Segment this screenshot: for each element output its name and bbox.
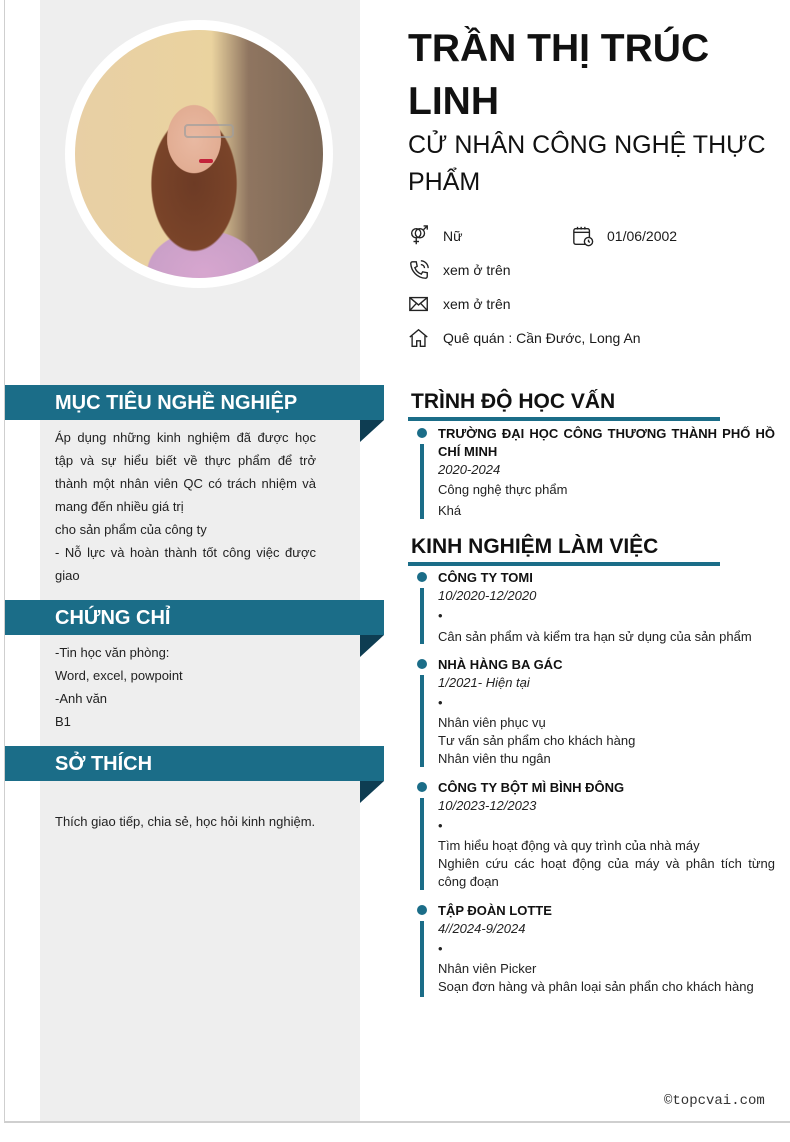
address-value: Quê quán : Cần Đước, Long An bbox=[443, 330, 641, 346]
phone-icon bbox=[408, 259, 430, 281]
bullet: • bbox=[438, 941, 443, 956]
education-item bbox=[408, 425, 778, 521]
timeline-bar bbox=[420, 921, 424, 997]
objective-line: Áp dụng những kinh nghiệm đã được học tập và sự hiểu biết về thực phẩm để trở thành một nhân viên QC có trách nhiệm và mang đến nhiều giá trị bbox=[55, 430, 316, 514]
bullet: • bbox=[438, 695, 443, 710]
certificates-text bbox=[55, 641, 316, 733]
gender-value: Nữ bbox=[443, 228, 463, 244]
job-line: Cân sản phẩm và kiểm tra hạn sử dụng của sản phẩm bbox=[438, 629, 752, 644]
candidate-name: TRẦN THỊ TRÚC LINH bbox=[408, 27, 710, 123]
job-line: Nhân viên thu ngân bbox=[438, 751, 551, 766]
phone-value: xem ở trên bbox=[443, 262, 511, 278]
avatar bbox=[75, 30, 323, 278]
objective-line: cho sản phẩm của công ty bbox=[55, 522, 207, 537]
experience-item bbox=[408, 779, 778, 891]
job-line: Tìm hiểu hoạt động và quy trình của nhà máy bbox=[438, 838, 700, 853]
email-row bbox=[408, 293, 511, 315]
lips-detail bbox=[199, 159, 213, 163]
calendar-icon bbox=[572, 225, 594, 247]
job-date: 10/2020-12/2020 bbox=[438, 588, 537, 603]
timeline-dot bbox=[417, 659, 427, 669]
certificate-line: -Tin học văn phòng: bbox=[55, 645, 170, 660]
glasses-detail bbox=[184, 124, 234, 138]
education-line: Khá bbox=[438, 503, 462, 518]
candidate-title: CỬ NHÂN CÔNG NGHỆ THỰC PHẨM bbox=[408, 131, 766, 196]
certificate-line: B1 bbox=[55, 714, 71, 729]
hobbies-text bbox=[55, 810, 316, 833]
company-name: CÔNG TY BỘT MÌ BÌNH ĐÔNG bbox=[438, 780, 625, 795]
job-line: Soạn đơn hàng và phân loại sản phẩn cho khách hàng bbox=[438, 979, 754, 994]
envelope-icon bbox=[408, 293, 430, 315]
objective-line: - Nỗ lực và hoàn thành tốt công việc được giao bbox=[55, 545, 316, 583]
certificate-line: Word, excel, powpoint bbox=[55, 668, 183, 683]
job-line: Nhân viên phục vụ bbox=[438, 715, 546, 730]
hobby-line: Thích giao tiếp, chia sẻ, học hỏi kinh nghiệm. bbox=[55, 814, 316, 829]
experience-heading: KINH NGHIỆM LÀM VIỆC bbox=[411, 535, 659, 558]
watermark: ©topcvai.com bbox=[664, 1093, 765, 1109]
certificate-line: -Anh văn bbox=[55, 691, 108, 706]
job-date: 1/2021- Hiện tại bbox=[438, 675, 530, 690]
timeline-dot bbox=[417, 782, 427, 792]
job-date: 10/2023-12/2023 bbox=[438, 798, 537, 813]
section-divider bbox=[408, 417, 720, 421]
home-icon bbox=[408, 327, 430, 349]
objective-heading: MỤC TIÊU NGHỀ NGHIỆP bbox=[5, 385, 384, 420]
education-line: Công nghệ thực phẩm bbox=[438, 482, 568, 497]
job-line: Nhân viên Picker bbox=[438, 961, 537, 976]
company-name: NHÀ HÀNG BA GÁC bbox=[438, 657, 563, 672]
timeline-bar bbox=[420, 444, 424, 519]
timeline-dot bbox=[417, 905, 427, 915]
address-row bbox=[408, 327, 641, 349]
experience-item bbox=[408, 902, 778, 996]
timeline-bar bbox=[420, 588, 424, 644]
company-name: TẬP ĐOÀN LOTTE bbox=[438, 903, 552, 918]
birthday-value: 01/06/2002 bbox=[607, 228, 678, 244]
birthday-row bbox=[572, 225, 677, 247]
school-name: TRƯỜNG ĐẠI HỌC CÔNG THƯƠNG THÀNH PHỐ HỒ CHÍ MINH bbox=[438, 426, 775, 459]
gender-row bbox=[408, 225, 462, 247]
bullet: • bbox=[438, 818, 443, 833]
objective-text bbox=[55, 426, 316, 587]
experience-item bbox=[408, 569, 778, 647]
timeline-bar bbox=[420, 675, 424, 767]
certificates-heading: CHỨNG CHỈ bbox=[5, 600, 384, 635]
company-name: CÔNG TY TOMI bbox=[438, 570, 533, 585]
hobbies-heading: SỞ THÍCH bbox=[5, 746, 384, 781]
avatar-frame bbox=[65, 20, 333, 288]
email-value: xem ở trên bbox=[443, 296, 511, 312]
job-line: Tư vấn sản phẩm cho khách hàng bbox=[438, 733, 636, 748]
timeline-dot bbox=[417, 428, 427, 438]
education-heading: TRÌNH ĐỘ HỌC VẤN bbox=[411, 390, 616, 413]
gender-icon bbox=[408, 225, 430, 247]
phone-row bbox=[408, 259, 511, 281]
job-date: 4//2024-9/2024 bbox=[438, 921, 526, 936]
experience-item bbox=[408, 656, 778, 768]
timeline-bar bbox=[420, 798, 424, 890]
job-line: Nghiên cứu các hoạt động của máy và phân tích từng công đoạn bbox=[438, 856, 775, 889]
education-date: 2020-2024 bbox=[438, 462, 501, 477]
timeline-dot bbox=[417, 572, 427, 582]
bullet: • bbox=[438, 608, 443, 623]
section-divider bbox=[408, 562, 720, 566]
